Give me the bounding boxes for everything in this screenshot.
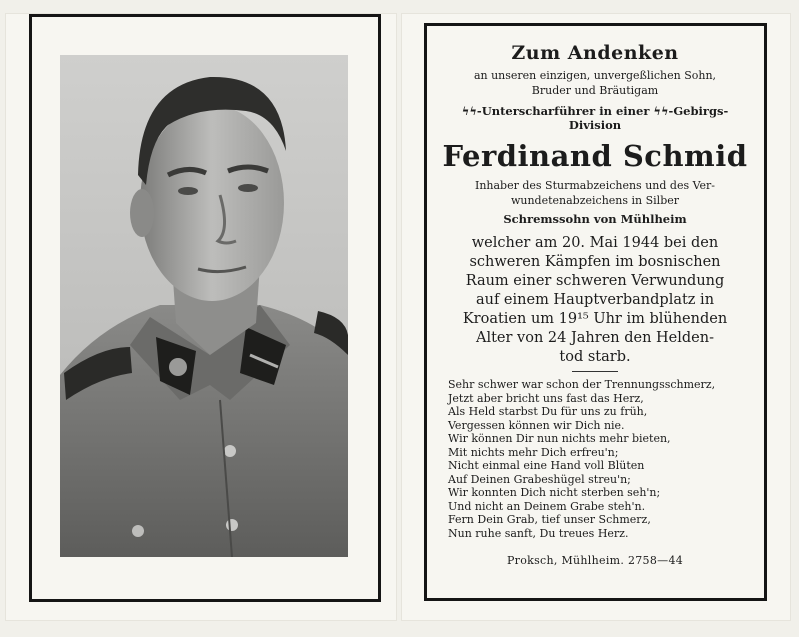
body-line: Kroatien um 19¹⁵ Uhr im blühenden <box>462 311 728 327</box>
poem-line: Auf Deinen Grabeshügel streu'n; <box>448 472 631 486</box>
poem-line: Mit nichts mehr Dich erfreu'n; <box>448 445 619 459</box>
divider-line <box>572 371 618 372</box>
memorial-text <box>434 42 756 567</box>
origin-line: Schremssohn von Mühlheim <box>503 212 687 226</box>
poem-line: Und nicht an Deinem Grabe steh'n. <box>448 499 646 513</box>
printer-imprint: Proksch, Mühlheim. 2758—44 <box>506 554 684 567</box>
intro-line: Bruder und Bräutigam <box>531 84 659 97</box>
card-title: Zum Andenken <box>511 42 679 64</box>
poem-line: Nicht einmal eine Hand voll Blüten <box>448 459 645 472</box>
poem-line: Nun ruhe sanft, Du treues Herz. <box>448 526 629 540</box>
poem-line: Sehr schwer war schon der Trennungsschmerz, <box>448 378 716 391</box>
body-line: Raum einer schweren Verwundung <box>465 273 725 289</box>
memorial-poem <box>434 378 756 540</box>
body-line: schweren Kämpfen im bosnischen <box>469 254 721 270</box>
portrait-photo-icon <box>60 55 348 557</box>
body-line: tod starb. <box>559 349 631 365</box>
death-notice <box>434 234 756 367</box>
poem-line: Fern Dein Grab, tief unser Schmerz, <box>448 513 651 526</box>
poem-line: Jetzt aber bricht uns fast das Herz, <box>448 391 644 405</box>
body-line: auf einem Hauptverbandplatz in <box>475 292 715 308</box>
body-line: welcher am 20. Mai 1944 bei den <box>471 235 719 251</box>
poem-line: Als Held starbst Du für uns zu früh, <box>448 405 648 418</box>
body-line: Alter von 24 Jahren den Helden- <box>475 330 715 346</box>
poem-line: Vergessen können wir Dich nie. <box>448 418 625 432</box>
award-line: Inhaber des Sturmabzeichens und des Ver- <box>474 179 716 192</box>
rank-line: ϟϟ-Unterscharführer in einer ϟϟ-Gebirgs- <box>461 104 729 118</box>
intro-line: an unseren einzigen, unvergeßlichen Sohn, <box>473 69 717 82</box>
award-line: wundetenabzeichens in Silber <box>510 194 680 207</box>
poem-line: Wir können Dir nun nichts mehr bieten, <box>448 432 671 445</box>
rank-line: Division <box>568 118 622 132</box>
poem-line: Wir konnten Dich nicht sterben seh'n; <box>448 486 661 499</box>
deceased-name: Ferdinand Schmid <box>442 139 748 173</box>
